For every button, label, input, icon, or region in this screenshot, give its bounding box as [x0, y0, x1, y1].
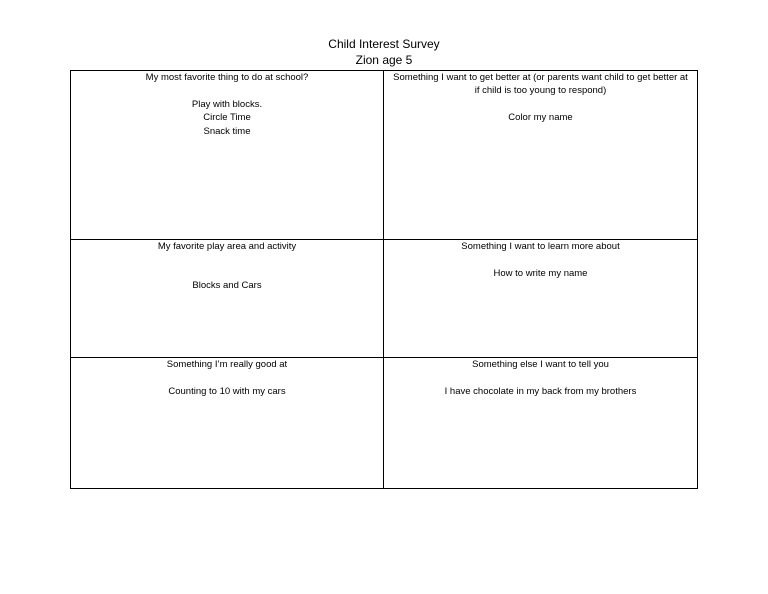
- cell-question: My favorite play area and activity: [157, 241, 297, 252]
- cell-answer: Snack time: [203, 125, 251, 137]
- survey-cell-learn-more: [384, 240, 697, 358]
- document-subtitle: Zion age 5: [355, 53, 413, 67]
- cell-answer: I have chocolate in my back from my brothers: [444, 385, 637, 397]
- survey-cell-tell-you: [384, 358, 697, 488]
- cell-answer: Blocks and Cars: [192, 280, 262, 292]
- survey-cell-really-good-at: [71, 358, 384, 488]
- survey-cell-get-better-at: [384, 71, 697, 240]
- survey-table: [70, 70, 698, 489]
- cell-answer: Circle Time: [203, 112, 251, 124]
- cell-answer: Color my name: [508, 112, 573, 124]
- cell-answer: How to write my name: [493, 267, 588, 279]
- cell-question: My most favorite thing to do at school?: [145, 72, 309, 83]
- document-title: Child Interest Survey: [328, 37, 440, 51]
- cell-question: Something else I want to tell you: [472, 359, 609, 370]
- cell-answer: Play with blocks.: [191, 98, 263, 110]
- cell-question: Something I want to get better at (or parents want child to get better at if child is too young to respond): [393, 72, 688, 97]
- cell-question: Something I want to learn more about: [461, 241, 620, 252]
- document-header: [0, 36, 768, 68]
- cell-answer: Counting to 10 with my cars: [168, 385, 286, 397]
- survey-cell-favorite-play-area: [71, 240, 384, 358]
- cell-question: Something I’m really good at: [166, 359, 288, 370]
- survey-cell-favorite-thing: [71, 71, 384, 240]
